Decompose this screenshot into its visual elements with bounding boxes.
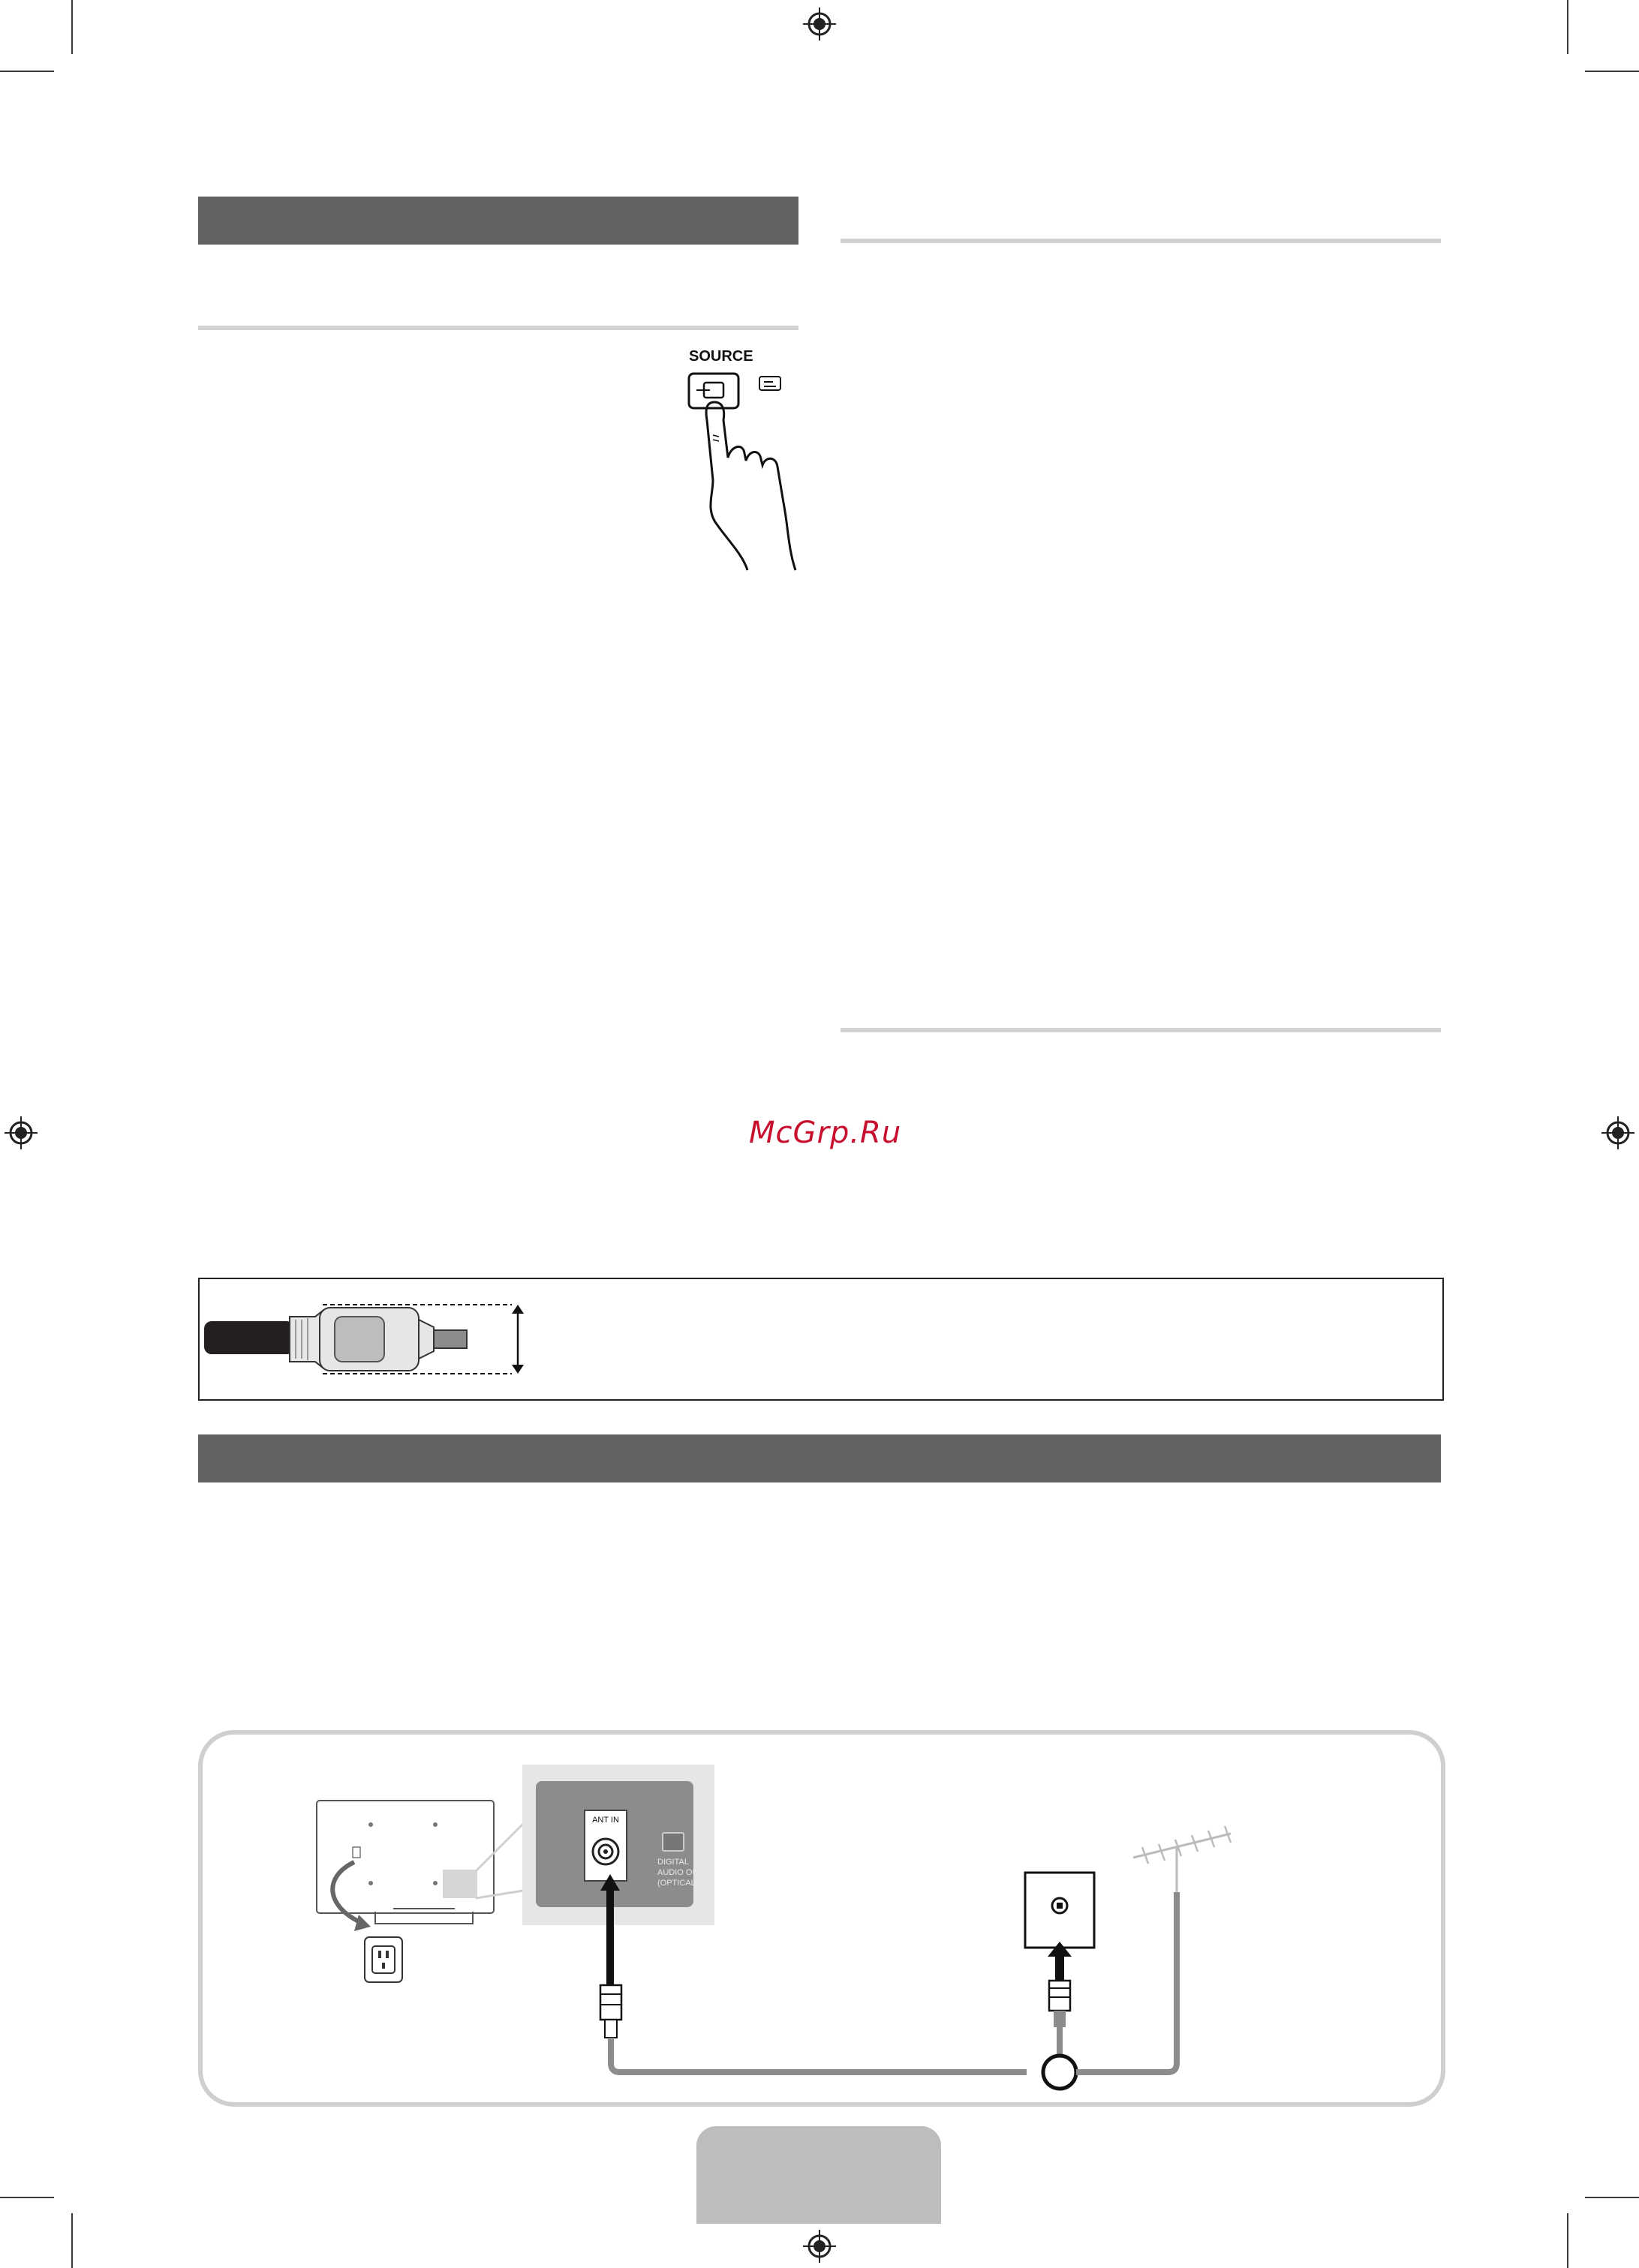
registration-mark-icon [803,8,836,41]
watermark: McGrp.Ru [749,1116,902,1150]
hand-pressing-button-icon [675,368,803,570]
subsection-rule [841,239,1441,243]
source-button-illustration [675,345,803,570]
crop-mark [1567,2213,1568,2268]
subsection-rule [841,1028,1441,1032]
crop-mark [71,0,73,54]
antenna-cable-icon [578,1825,1328,2095]
digital-audio-label-3: (OPTICAL) [657,1879,699,1888]
digital-audio-label-2: AUDIO OUT [657,1868,704,1877]
crop-mark [1567,0,1568,54]
antenna-connection-diagram [198,1730,1445,2107]
subsection-rule [198,326,798,330]
crop-mark [71,2213,73,2268]
hdmi-cable-size-box [198,1278,1444,1401]
crop-mark [0,71,54,72]
digital-audio-label-1: DIGITAL [657,1858,689,1867]
section-header-bar [198,197,798,245]
power-cord-arrow-icon [315,1855,435,1982]
page-number-tab [696,2126,941,2224]
crop-mark [1585,71,1639,72]
hdmi-cable-icon [203,1294,533,1384]
registration-mark-icon [1601,1116,1634,1149]
registration-mark-icon [803,2230,836,2263]
crop-mark [1585,2197,1639,2198]
section-header-bar [198,1434,1441,1482]
source-label: SOURCE [689,348,753,365]
crop-mark [0,2197,54,2198]
registration-mark-icon [5,1116,38,1149]
ant-in-label: ANT IN [592,1816,619,1825]
